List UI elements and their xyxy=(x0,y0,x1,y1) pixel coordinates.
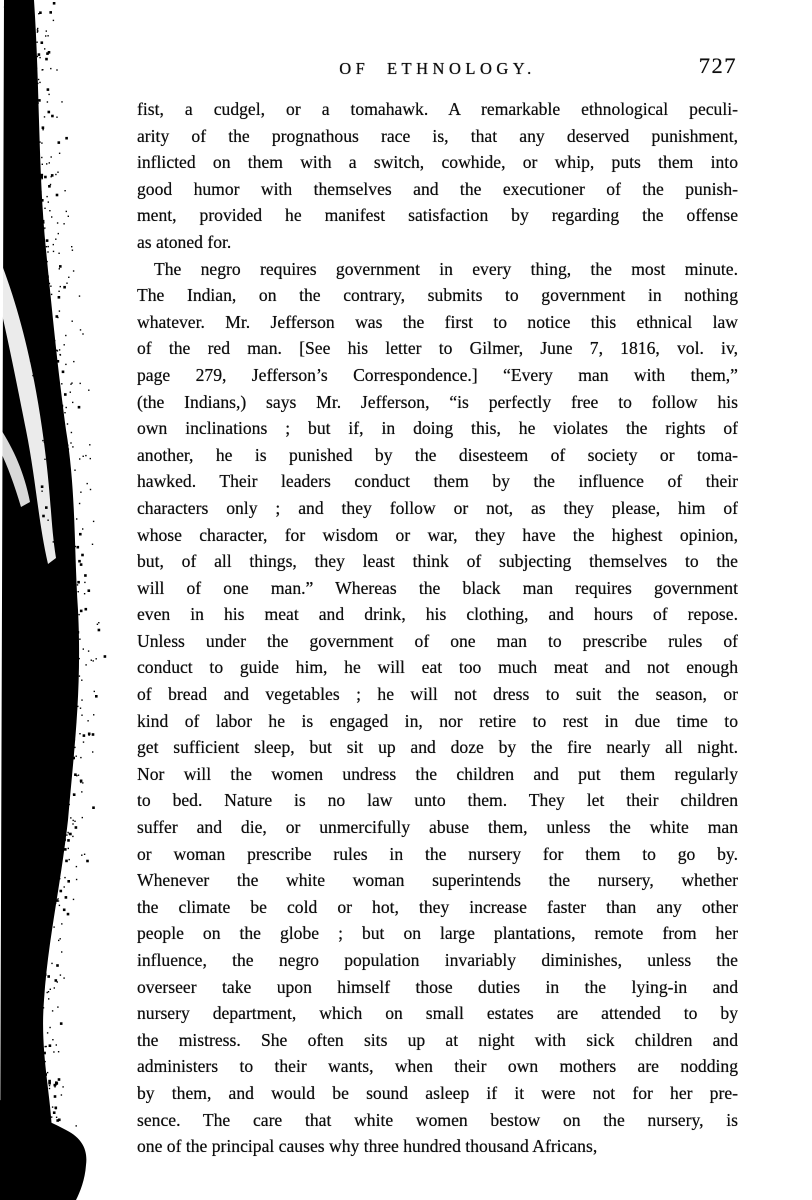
text-line: whatever. Mr. Jefferson was the first to notice this ethnical law xyxy=(137,311,738,332)
text-line: one of the principal causes why three hundred thousand Africans, xyxy=(137,1136,598,1157)
text-line: characters only ; and they follow or not, as they please, him of xyxy=(137,497,738,518)
text-line: suffer and die, or unmercifully abuse them, unless the white man xyxy=(137,817,738,838)
text-line: hawked. Their leaders conduct them by the influence of their xyxy=(137,471,738,492)
text-line: arity of the prognathous race is, that any deserved punishment, xyxy=(137,125,738,146)
paragraph xyxy=(137,96,738,256)
text-line: get sufficient sleep, but sit up and doze by the fire nearly all night. xyxy=(137,737,738,758)
text-line: sence. The care that white women bestow on the nursery, is xyxy=(137,1109,738,1130)
text-line: The Indian, on the contrary, submits to government in nothing xyxy=(137,285,738,306)
text-line: page 279, Jefferson’s Correspondence.] “Every man with them,” xyxy=(137,364,738,385)
text-line: Unless under the government of one man to prescribe rules of xyxy=(137,630,738,651)
text-line: whose character, for wisdom or war, they have the highest opinion, xyxy=(137,524,738,545)
text-line: administers to their wants, when their own mothers are nodding xyxy=(137,1056,738,1077)
text-line: fist, a cudgel, or a tomahawk. A remarkable ethnological peculi- xyxy=(137,99,738,119)
paragraph xyxy=(137,256,738,1160)
text-line: good humor with themselves and the executioner of the punish- xyxy=(137,178,738,199)
text-line: by them, and would be sound asleep if it were not for her pre- xyxy=(137,1082,738,1103)
running-title: OF ETHNOLOGY. xyxy=(339,59,536,78)
text-line: another, he is punished by the disesteem of society or toma- xyxy=(137,444,738,465)
text-body xyxy=(137,96,738,1160)
text-line: ment, provided he manifest satisfaction by regarding the offense xyxy=(137,205,738,226)
text-line: nursery department, which on small estates are attended to by xyxy=(137,1003,738,1024)
text-line: the climate be cold or hot, they increase faster than any other xyxy=(137,896,738,917)
text-line: influence, the negro population invariably diminishes, unless the xyxy=(137,950,738,970)
text-line: will of one man.” Whereas the black man requires government xyxy=(137,577,738,598)
text-line: as atoned for. xyxy=(137,231,232,252)
text-line: but, of all things, they least think of subjecting themselves to the xyxy=(137,551,738,572)
text-line: people on the globe ; but on large plantations, remote from her xyxy=(137,923,738,944)
text-line: Whenever the white woman superintends the nursery, whether xyxy=(137,870,738,891)
page-header xyxy=(137,53,738,84)
text-line: (the Indians,) says Mr. Jefferson, “is perfectly free to follow his xyxy=(137,391,738,412)
page-number: 727 xyxy=(698,53,737,78)
text-line: kind of labor he is engaged in, nor retire to rest in due time to xyxy=(137,710,738,731)
text-line: conduct to guide him, he will eat too much meat and not enough xyxy=(137,657,738,678)
text-line: own inclinations ; but if, in doing this, he violates the rights of xyxy=(137,418,738,439)
text-line: overseer take upon himself those duties in the lying-in and xyxy=(137,976,738,997)
text-line: Nor will the women undress the children and put them regularly xyxy=(137,763,738,784)
text-line: The negro requires government in every thing, the most minute. xyxy=(154,258,738,279)
text-line: or woman prescribe rules in the nursery for them to go by. xyxy=(137,843,738,864)
text-line: the mistress. She often sits up at night with sick children and xyxy=(137,1029,738,1050)
text-line: inflicted on them with a switch, cowhide, or whip, puts them into xyxy=(137,152,738,173)
text-line: to bed. Nature is no law unto them. They let their children xyxy=(137,790,738,811)
text-line: of the red man. [See his letter to Gilmer, June 7, 1816, vol. iv, xyxy=(137,338,738,359)
text-line: of bread and vegetables ; he will not dress to suit the season, or xyxy=(137,684,738,705)
text-line: even in his meat and drink, his clothing, and hours of repose. xyxy=(137,604,738,625)
